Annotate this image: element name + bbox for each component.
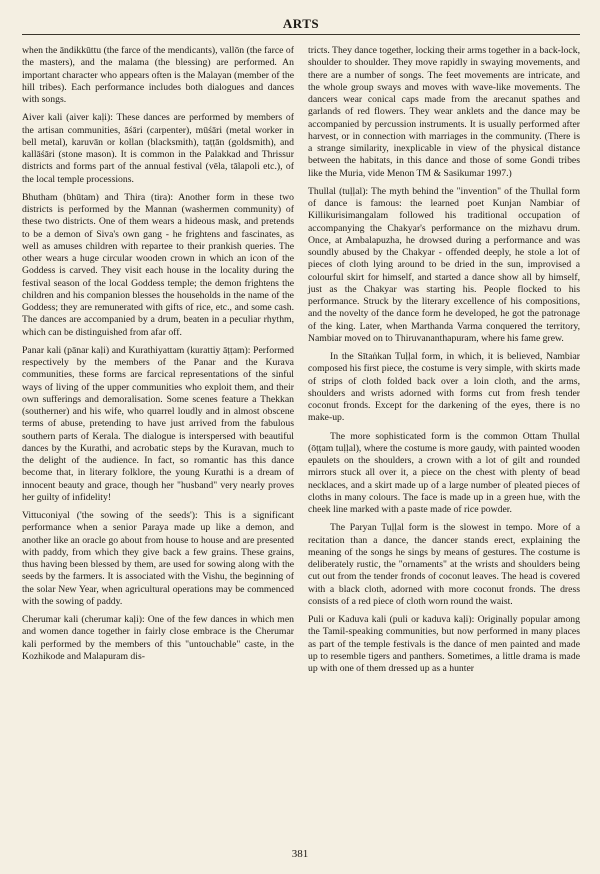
paragraph: The Paryan Tuḷḷal form is the slowest in tempo. More of a recitation than a dance, the dancer stands erect, explaining the meaning of the songs he sings by means of gestures. The costume is deliberately rustic, the "ornaments" at the wrists and shoulders being cut out from the tender fronds of coconut leaves. The head is covered with a black cloth, adorned with more coconut fronds. The dress consists of a red piece of cloth worn round the waist.: [308, 522, 580, 607]
paragraph: Puli or Kaduva kali (puli or kaduva kaḷi): Originally popular among the Tamil-speaking communities, but now performed in many places as part of the temple festivals is the dance of men painted and made up to resemble tigers and panthers. Sometimes, a little drama is made up with one of them dressed up as a hunter: [308, 614, 580, 674]
paragraph: In the Sītaṅkan Tuḷḷal form, in which, it is believed, Nambiar composed his first piece, the costume is very simple, with skirts made of strips of cloth folded back over a loin cloth, and the arms, shoulders and wrists adorned with forms cut from fresh tender coconut fronds. Except for the darkening of the eyes, there is no make-up.: [308, 351, 580, 424]
page-number: 381: [291, 848, 309, 860]
running-header: ARTS: [282, 16, 320, 31]
paragraph: tricts. They dance together, locking their arms together in a back-lock, shoulder to shoulder. They move rapidly in swaying movements, and there are a number of songs. The feet movements are intricate, and the whole group sways and moves with wave-like movements. The dancers wear conical caps made from the arecanut spathes and garlands of red flowers. They wear anklets and the dance may be accompanied by percussion instruments. It is usually performed after harvest, or in connection with marriages in the community. (There is a strange similarity, inexplicable in view of the physical distance between the habitats, in this dance and those of some Gondi tribes like the Muria, vide Menon TM & Sasikumar 1997.): [308, 45, 580, 179]
paragraph: Vittuconiyal ('the sowing of the seeds'): This is a significant performance when a senior Paraya made up like a demon, and another like an oracle go about from house to house and are presented with paddy, from which they give back a few grains. These grains, thus having been blessed by them, are used for sowing along with the seeds by the farmers. It is associated with the Vishu, the beginning of the solar New Year, when agricultural operations may be commenced with the sowing of paddy.: [22, 510, 294, 607]
paragraph: Cherumar kali (cherumar kaḷi): One of the few dances in which men and women dance together in fairly close embrace is the Cherumar kali performed by the members of this "untouchable" caste, in the Kozhikode and Malapuram dis-: [22, 614, 294, 662]
paragraph: The more sophisticated form is the common Ottam Thullal (ōṭṭam tuḷḷal), where the costume is more gaudy, with painted wooden epaulets on the shoulders, a crown with a lot of gilt and rounded mirrors stuck all over it, a piece on the chest with plenty of bead necklaces, and a skirt made up of a large number of pleated pieces of cloths in many colours. The face is made up in a green hue, with the cheek line marked with a paste made of rice powder.: [308, 430, 580, 515]
paragraph: when the āndikkūttu (the farce of the mendicants), vallōn (the farce of the masters), and the malama (the blessing) are performed. An important character who appears often is the Malayan (member of the hill tribes). Each performance includes both dialogues and dances with songs.: [22, 45, 294, 105]
paragraph: Bhutham (bhūtam) and Thira (tira): Another form in these two districts is performed by the Mannan (washermen community) of these two districts. One of them wears a hideous mask, and pretends to be a demon of Siva's own gang - he frightens and fascinates, as well as amuses children with repartee to their prankish queries. The other wears a huge circular wooden crown in which an icon of the Goddess is carved. They visit each house in the locality during the festival season of the local Goddess temple; the demon frightens the children and his companion blesses the households in the name of the Goddess; they are remunerated with gifts of rice, etc., and some cash. The dances are accompanied by a drum, beaten in a peculiar rhythm, which can be distinguished from afar off.: [22, 191, 294, 338]
header-rule: [22, 34, 580, 35]
paragraph: Panar kali (pānar kaḷi) and Kurathiyattam (kurattiy āṭṭam): Performed respectively by the members of the Panar and the Kurava communities, these forms are farcical representations of the sinful ways of living of the upper communities who exploit them, and their own sufferings and demoralisation. Some scenes feature a Thekkan (southerner) and his wife, who quarrel loudly and in almost obscene terms of abuse, pretending to have just arrived from the fabulous southern parts of Kerala. The dialogue is interspersed with beautiful dances by the Kurathi, and acrobatic steps by the Kuravan, much to the delight of the audience. In fact, so romantic has this dance become that, in literary folklore, the young Kurathi is a dream of innocent beauty and grace, though her "husband" very nearly proves her guilty of infidelity!: [22, 344, 294, 503]
right-column: [308, 45, 580, 681]
text-columns: [22, 45, 580, 681]
paragraph: Aiver kali (aiver kaḷi): These dances are performed by members of the artisan communities, āśāri (carpenter), mūśāri (metal worker in bell metal), karuvān or kollan (blacksmith), taṭṭān (goldsmith), and kallāśāri (stone mason). It is common in the Palakkad and Thrissur districts and forms part of the annual festival (vēla, tālapoli etc.), of the local temple processions.: [22, 112, 294, 185]
left-column: [22, 45, 294, 681]
paragraph: Thullal (tuḷḷal): The myth behind the "invention" of the Thullal form of dance is famous: the learned poet Kunjan Nambiar of Killikurisimangalam followed his traditional occupation of accompanying the Chakyar's performance on the mizhavu drum. Once, at Ambalapuzha, he drowsed during a performance and was soundly abused by the Chakyar - offended deeply, he stole a lot of pieces of cloth lying around to be dried in the sun, improvised a colourful skirt for himself, and started a dance show all by himself, just as the Chakyar was starting his. People flocked to his performance. Struck by the literary excellence of his compositions, and the novelty of the dance form he developed, he got the patronage of the king. Later, when Marthanda Varma conquered the territory, Nambiar moved on to Thiruvananthapuram, where his fame grew.: [308, 185, 580, 344]
